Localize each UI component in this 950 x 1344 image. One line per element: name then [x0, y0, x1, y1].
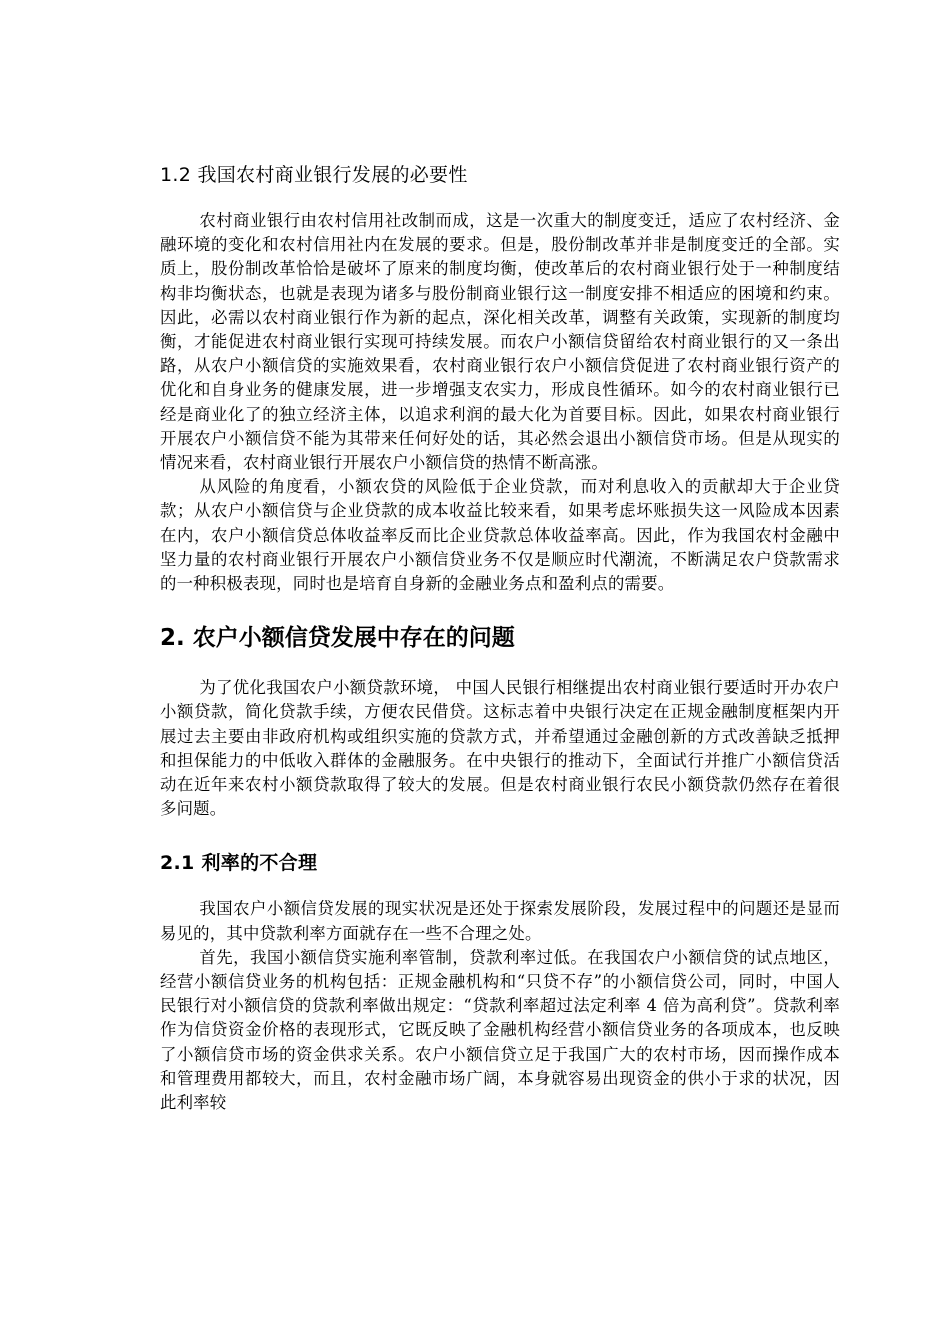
section-2-1-paragraph-1: 我国农户小额信贷发展的现实状况是还处于探索发展阶段，发展过程中的问题还是显而易见的，其中贷款利率方面就存在一些不合理之处。: [160, 899, 840, 943]
spacer: [160, 189, 840, 209]
section-1-2-heading: 1.2 我国农村商业银行发展的必要性: [160, 164, 468, 186]
spacer: [160, 877, 840, 897]
section-2-heading: 2. 农户小额信贷发展中存在的问题: [160, 625, 515, 652]
spacer: [160, 654, 840, 676]
document-page: [160, 161, 840, 1115]
section-1-2-paragraph-1: 农村商业银行由农村信用社改制而成，这是一次重大的制度变迁，适应了农村经济、金融环境的变化和农村信用社内在发展的要求。但是，股份制改革并非是制度变迁的全部。实质上，股份制改革恰恰是破坏了原来的制度均衡，使改革后的农村商业银行处于一种制度结构非均衡状态，也就是表现为诸多与股份制商业银行这一制度安排不相适应的困境和约束。因此，必需以农村商业银行作为新的起点，深化相关改革，调整有关政策，实现新的制度均衡，才能促进农村商业银行实现可持续发展。而农户小额信贷留给农村商业银行的又一条出路，从农户小额信贷的实施效果看，农村商业银行农户小额信贷促进了农村商业银行资产的优化和自身业务的健康发展，进一步增强支农实力，形成良性循环。如今的农村商业银行已经是商业化了的独立经济主体，以追求利润的最大化为首要目标。因此，如果农村商业银行开展农户小额信贷不能为其带来任何好处的话，其必然会退出小额信贷市场。但是从现实的情况来看，农村商业银行开展农户小额信贷的热情不断高涨。: [160, 211, 840, 473]
spacer: [160, 596, 840, 622]
spacer: [160, 821, 840, 849]
section-2-1-heading: 2.1 利率的不合理: [160, 852, 318, 875]
section-2-paragraph-1: 为了优化我国农户小额贷款环境， 中国人民银行相继提出农村商业银行要适时开办农户小额贷款，简化贷款手续，方便农民借贷。这标志着中央银行决定在正规金融制度框架内开展过去主要由非政府机构或组织实施的贷款方式，并希望通过金融创新的方式改善缺乏抵押和担保能力的中低收入群体的金融服务。在中央银行的推动下，全面试行并推广小额信贷活动在近年来农村小额贷款取得了较大的发展。但是农村商业银行农民小额贷款仍然存在着很多问题。: [160, 678, 840, 819]
section-1-2-paragraph-2: 从风险的角度看，小额农贷的风险低于企业贷款，而对利息收入的贡献却大于企业贷款；从农户小额信贷与企业贷款的成本收益比较来看，如果考虑坏账损失这一风险成本因素在内，农户小额信贷总体收益率反而比企业贷款总体收益率高。因此，作为我国农村金融中坚力量的农村商业银行开展农户小额信贷业务不仅是顺应时代潮流，不断满足农户贷款需求的一种积极表现，同时也是培育自身新的金融业务点和盈利点的需要。: [160, 477, 840, 594]
section-2-1-paragraph-2: 首先，我国小额信贷实施利率管制，贷款利率过低。在我国农户小额信贷的试点地区，经营小额信贷业务的机构包括：正规金融机构和“只贷不存”的小额信贷公司，同时，中国人民银行对小额信贷的贷款利率做出规定：“贷款利率超过法定利率 4 倍为高利贷”。贷款利率作为信贷资金价格的表现形式，它既反映了金融机构经营小额信贷业务的各项成本，也反映了小额信贷市场的资金供求关系。农户小额信贷立足于我国广大的农村市场，因而操作成本和管理费用都较大，而且，农村金融市场广阔，本身就容易出现资金的供小于求的状况，因此利率较: [160, 947, 840, 1113]
